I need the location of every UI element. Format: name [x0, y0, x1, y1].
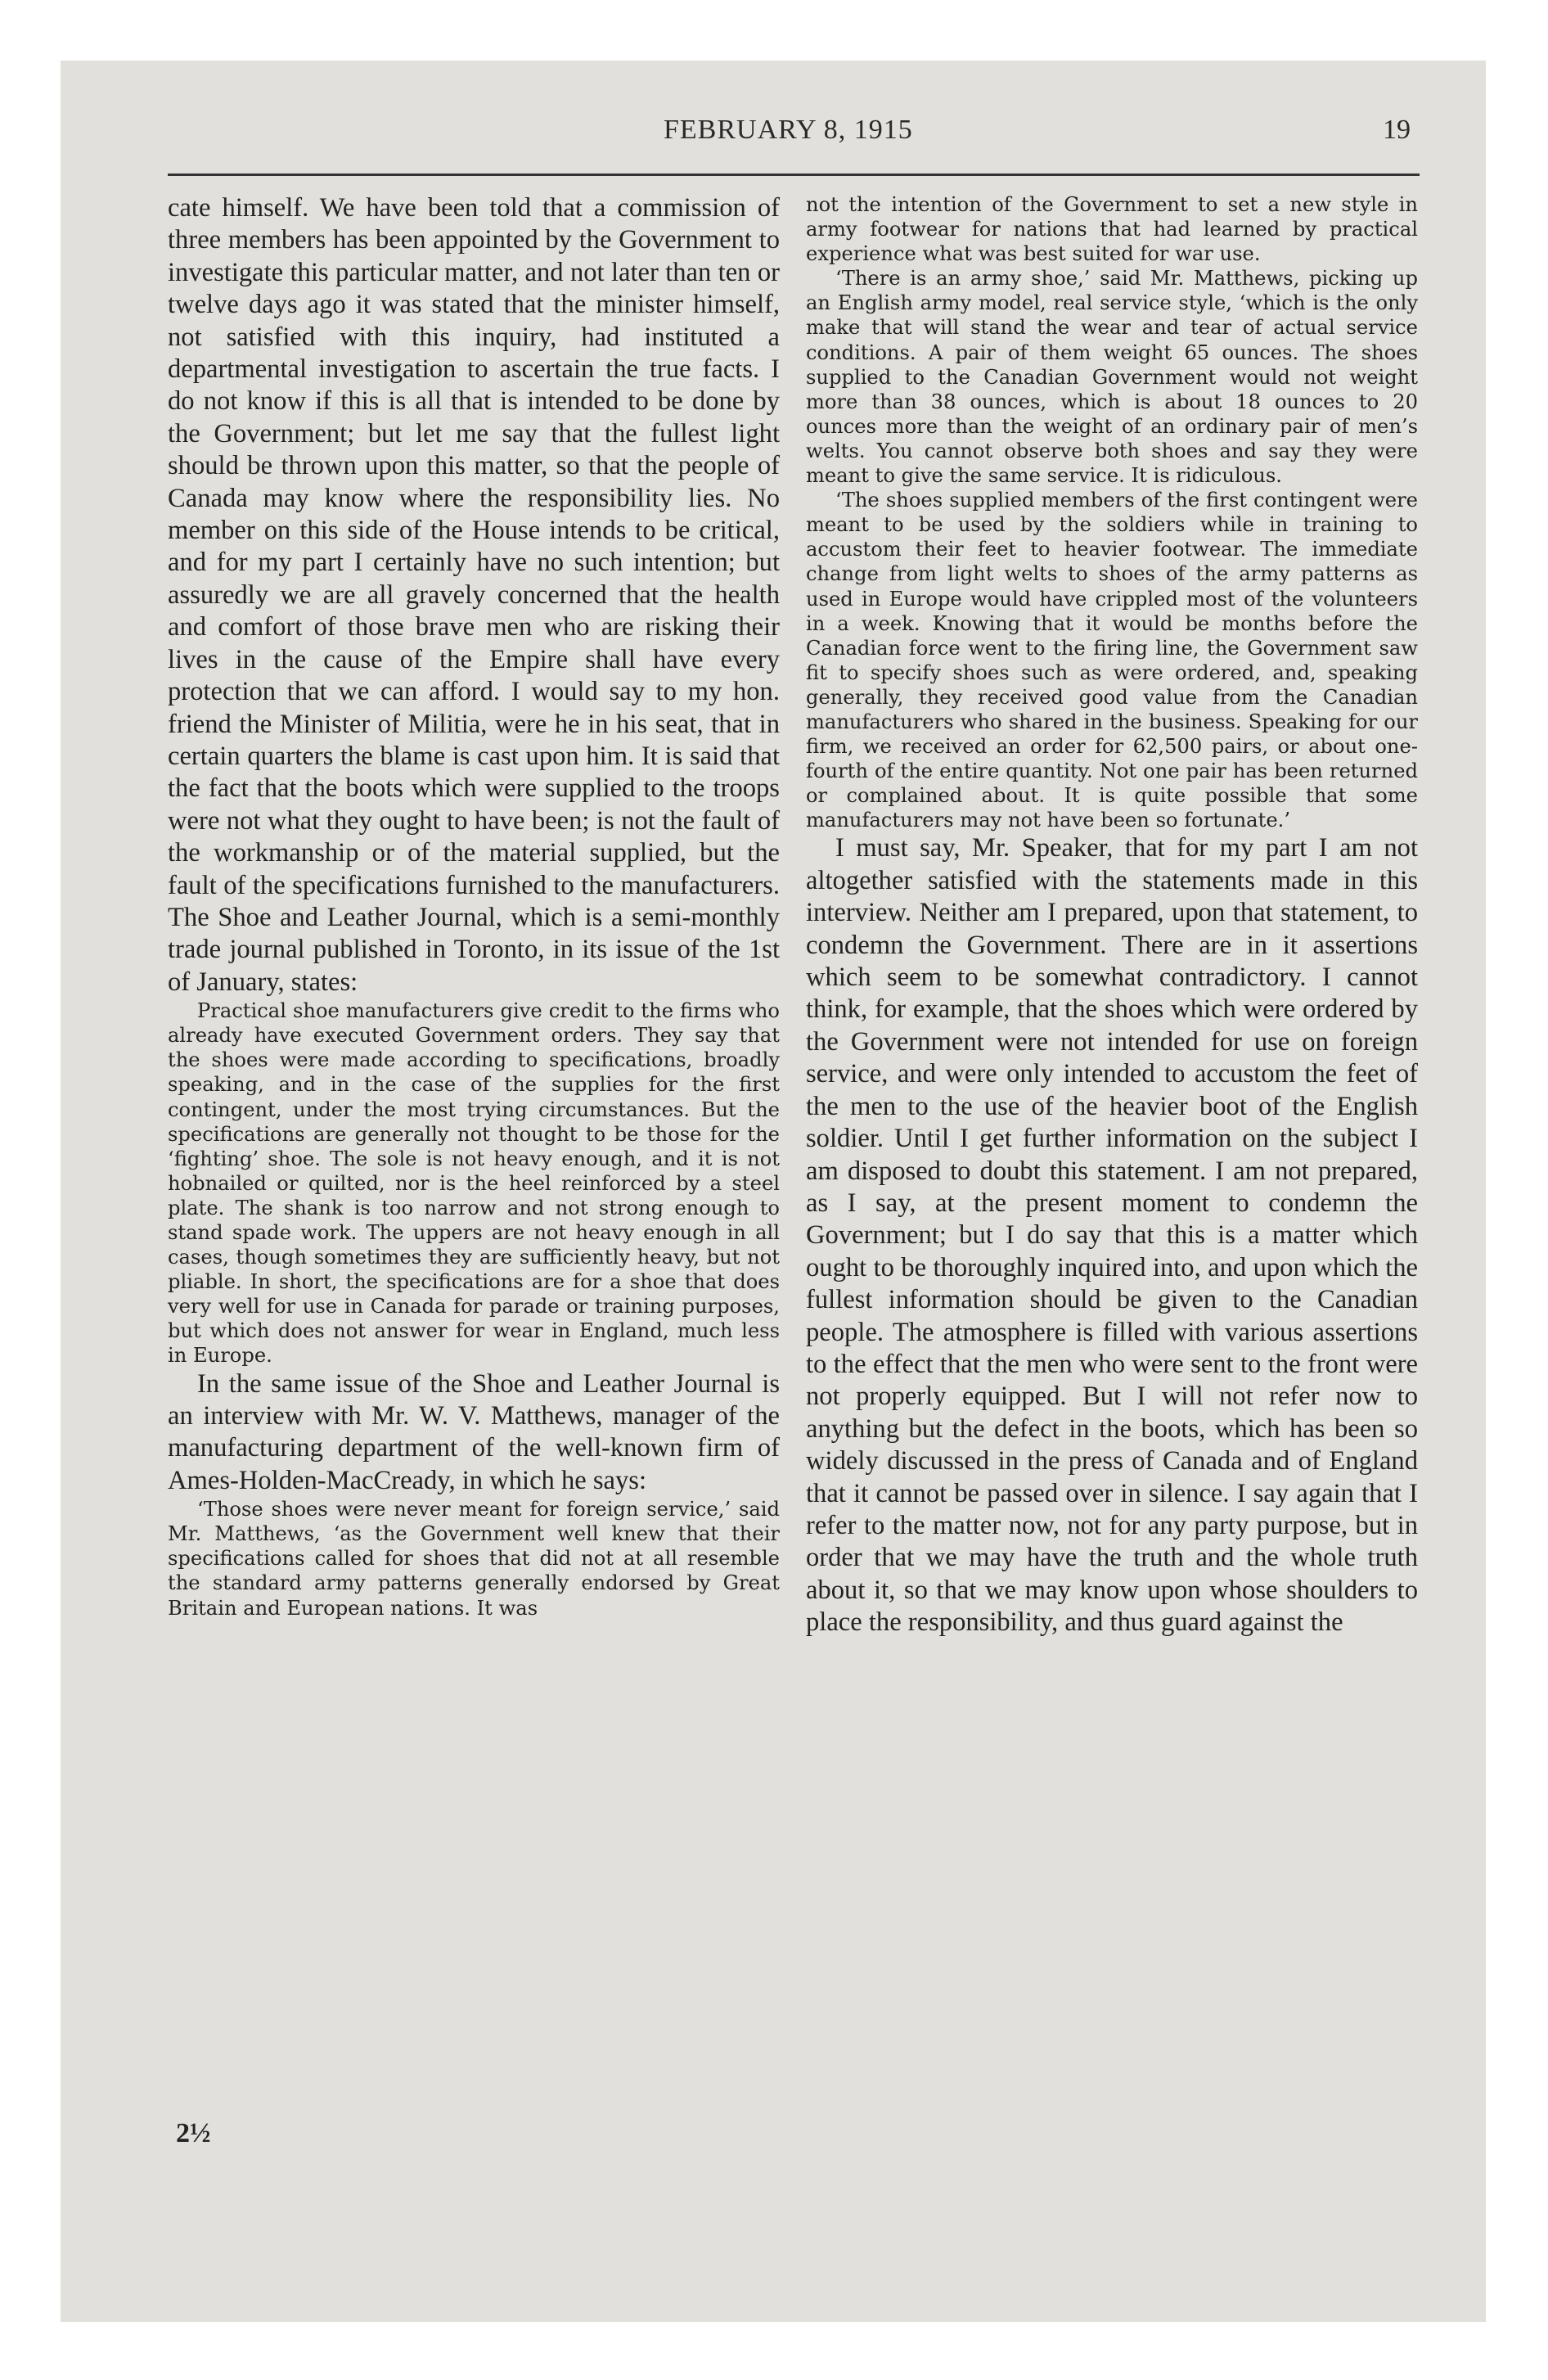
header-date: FEBRUARY 8, 1915 [664, 115, 913, 145]
quoted-interview-continued: not the intention of the Government to set a new style in army footwear for nations that had learned by practical experience what was best suited for war use. [806, 193, 1418, 266]
quoted-journal-extract: Practical shoe manufacturers give credit to the firms who already have executed Government orders. They say that the shoes were made according to specifications, broadly speaking, and in the case of the supplies for the first contingent, under the most trying circumstances. But the specifications are generally not thought to be those for the ‘fighting’ shoe. The sole is not heavy enough, and it is not hobnailed or quilted, nor is the heel reinforced by a steel plate. The shank is too narrow and not strong enough to stand spade work. The uppers are not heavy enough in all cases, though sometimes they are sufficiently heavy, but not pliable. In short, the specifications are for a shoe that does very well for use in Canada for parade or training purposes, but which does not answer for wear in England, much less in Europe. [168, 999, 780, 1368]
left-column [168, 192, 780, 1620]
quoted-first-contingent: ‘The shoes supplied members of the first contingent were meant to be used by the soldiers while in training to accustom their feet to heavier footwear. The immediate change from light welts to shoes of the army patterns as used in Europe would have crippled most of the volunteers in a week. Knowing that it would be months before the Canadian force went to the firing line, the Government saw fit to specify shoes such as were ordered, and, speaking generally, they received good value from the Canadian manufacturers who shared in the business. Speaking for our firm, we received an order for 62,500 pairs, or about one-fourth of the entire quantity. Not one pair has been returned or complained about. It is quite possible that some manufacturers may not have been so fortunate.’ [806, 489, 1418, 832]
right-column [806, 192, 1418, 1639]
signature-mark: 2½ [176, 2118, 211, 2148]
paragraph-interview-intro: In the same issue of the Shoe and Leather Journal is an interview with Mr. W. V. Matthews, manager of the manufacturing department of the well-known firm of Ames-Holden-MacCready, in which he says: [168, 1368, 780, 1495]
header-rule [168, 174, 1420, 176]
paragraph-continued: cate himself. We have been told that a commission of three members has been appointed by the Government to investigate this particular matter, and not later than ten or twelve days ago it was stated that the minister himself, not satisfied with this inquiry, had instituted a departmental investigation to ascertain the true facts. I do not know if this is all that is intended to be done by the Government; but let me say that the fullest light should be thrown upon this matter, so that the people of Canada may know where the responsibility lies. No member on this side of the House intends to be critical, and for my part I certainly have no such intention; but assuredly we are all gravely concerned that the health and comfort of those brave men who are risking their lives in the cause of the Empire shall have every protection that we can afford. I would say to my hon. friend the Minister of Militia, were he in his seat, that in certain quarters the blame is cast upon him. It is said that the fact that the boots which were supplied to the troops were not what they ought to have been; is not the fault of the workmanship or of the material supplied, but the fault of the specifications furnished to the manufacturers. The Shoe and Leather Journal, which is a semi-monthly trade journal published in Toronto, in its issue of the 1st of January, states: [168, 193, 780, 997]
running-header [61, 110, 1486, 159]
paragraph-speaker-response: I must say, Mr. Speaker, that for my part I am not altogether satisfied with the statements made in this interview. Neither am I prepared, upon that statement, to condemn the Government. There are in it assertions which seem to be somewhat contradictory. I cannot think, for example, that the shoes which were ordered by the Government were not intended for use on foreign service, and were only intended to accustom the feet of the men to the use of the heavier boot of the English soldier. Until I get further information on the subject I am disposed to doubt this statement. I am not prepared, as I say, at the present moment to condemn the Government; but I do say that this is a matter which ought to be thoroughly inquired into, and upon which the fullest information should be given to the Canadian people. The atmosphere is filled with various assertions to the effect that the men who were sent to the front were not properly equipped. But I will not refer now to anything but the defect in the boots, which has been so widely discussed in the press of Canada and of England that it cannot be passed over in silence. I say again that I refer to the matter now, not for any party purpose, but in order that we may have the truth and the whole truth about it, so that we may know upon whose shoulders to place the responsibility, and thus guard against the [806, 833, 1418, 1638]
quoted-army-shoe: ‘There is an army shoe,’ said Mr. Matthews, picking up an English army model, real service style, ‘which is the only make that will stand the wear and tear of actual service conditions. A pair of them weight 65 ounces. The shoes supplied to the Canadian Government would not weight more than 38 ounces, which is about 18 ounces to 20 ounces more than the weight of an ordinary pair of men’s welts. You cannot observe both shoes and say they were meant to give the same service. It is ridiculous. [806, 267, 1418, 488]
page-number: 19 [1383, 115, 1411, 145]
quoted-interview-start: ‘Those shoes were never meant for foreign service,’ said Mr. Matthews, ‘as the Government well knew that their specifications called for shoes that did not at all resemble the standard army patterns generally endorsed by Great Britain and European nations. It was [168, 1498, 780, 1620]
